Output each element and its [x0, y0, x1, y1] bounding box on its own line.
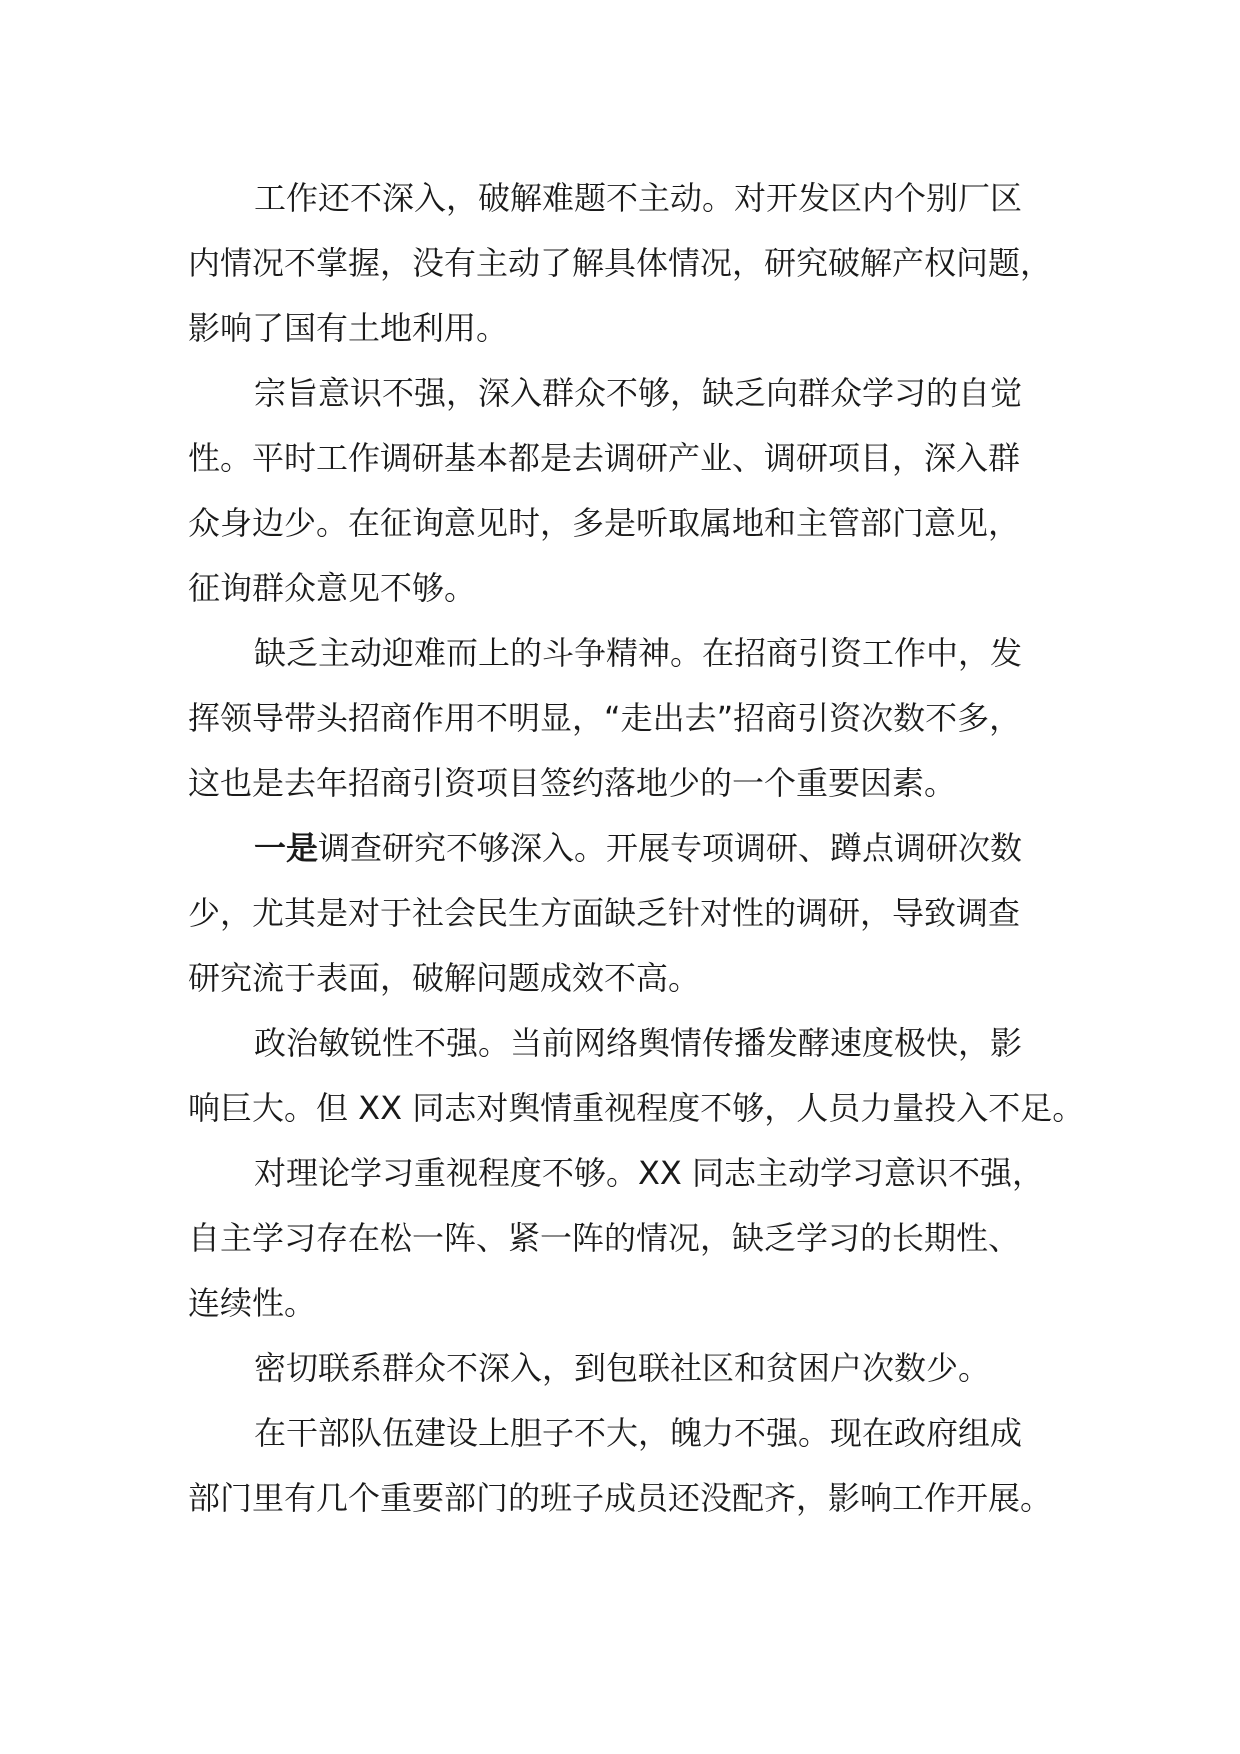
paragraph-line: 少，尤其是对于社会民生方面缺乏针对性的调研，导致调查 [188, 894, 1021, 932]
paragraph-4 [188, 816, 1068, 1011]
paragraph-1 [188, 166, 1068, 361]
paragraph-7 [188, 1336, 1068, 1401]
paragraph-line: 政治敏锐性不强。当前网络舆情传播发酵速度极快，影 [254, 1024, 1023, 1062]
paragraph-3 [188, 621, 1068, 816]
paragraph-8 [188, 1401, 1068, 1531]
paragraph-line: 部门里有几个重要部门的班子成员还没配齐，影响工作开展。 [188, 1479, 1053, 1517]
paragraph-line [188, 816, 1068, 881]
paragraph-line: 研究流于表面，破解问题成效不高。 [188, 959, 701, 997]
paragraph-line: 众身边少。在征询意见时，多是听取属地和主管部门意见， [188, 504, 1021, 542]
paragraph-line: 影响了国有土地利用。 [188, 309, 509, 347]
paragraph-line: 在干部队伍建设上胆子不大，魄力不强。现在政府组成 [254, 1414, 1023, 1452]
paragraph-line: 挥领导带头招商作用不明显，“走出去”招商引资次数不多， [188, 699, 1022, 737]
paragraph-line: 性。平时工作调研基本都是去调研产业、调研项目，深入群 [188, 439, 1021, 477]
paragraph-line: 连续性。 [188, 1284, 317, 1322]
paragraph-line: 自主学习存在松一阵、紧一阵的情况，缺乏学习的长期性、 [188, 1219, 1021, 1257]
bold-prefix: 一是 [254, 829, 319, 867]
paragraph-line: 内情况不掌握，没有主动了解具体情况，研究破解产权问题， [188, 244, 1053, 282]
paragraph-line: 这也是去年招商引资项目签约落地少的一个重要因素。 [188, 764, 957, 802]
paragraph-line: 密切联系群众不深入，到包联社区和贫困户次数少。 [254, 1349, 991, 1387]
paragraph-line: 宗旨意识不强，深入群众不够，缺乏向群众学习的自觉 [254, 374, 1023, 412]
paragraph-line: 征询群众意见不够。 [188, 569, 477, 607]
paragraph-line: 缺乏主动迎难而上的斗争精神。在招商引资工作中，发 [254, 634, 1023, 672]
paragraph-line: 工作还不深入，破解难题不主动。对开发区内个别厂区 [254, 179, 1023, 217]
paragraph-line: 响巨大。但 XX 同志对舆情重视程度不够，人员力量投入不足。 [188, 1089, 1085, 1127]
paragraph-6 [188, 1141, 1068, 1336]
paragraph-5 [188, 1011, 1085, 1141]
document-body [188, 166, 1085, 1531]
paragraph-line-rest: 调查研究不够深入。开展专项调研、蹲点调研次数 [318, 829, 1023, 867]
paragraph-2 [188, 361, 1068, 621]
paragraph-line: 对理论学习重视程度不够。XX 同志主动学习意识不强， [254, 1154, 1045, 1192]
